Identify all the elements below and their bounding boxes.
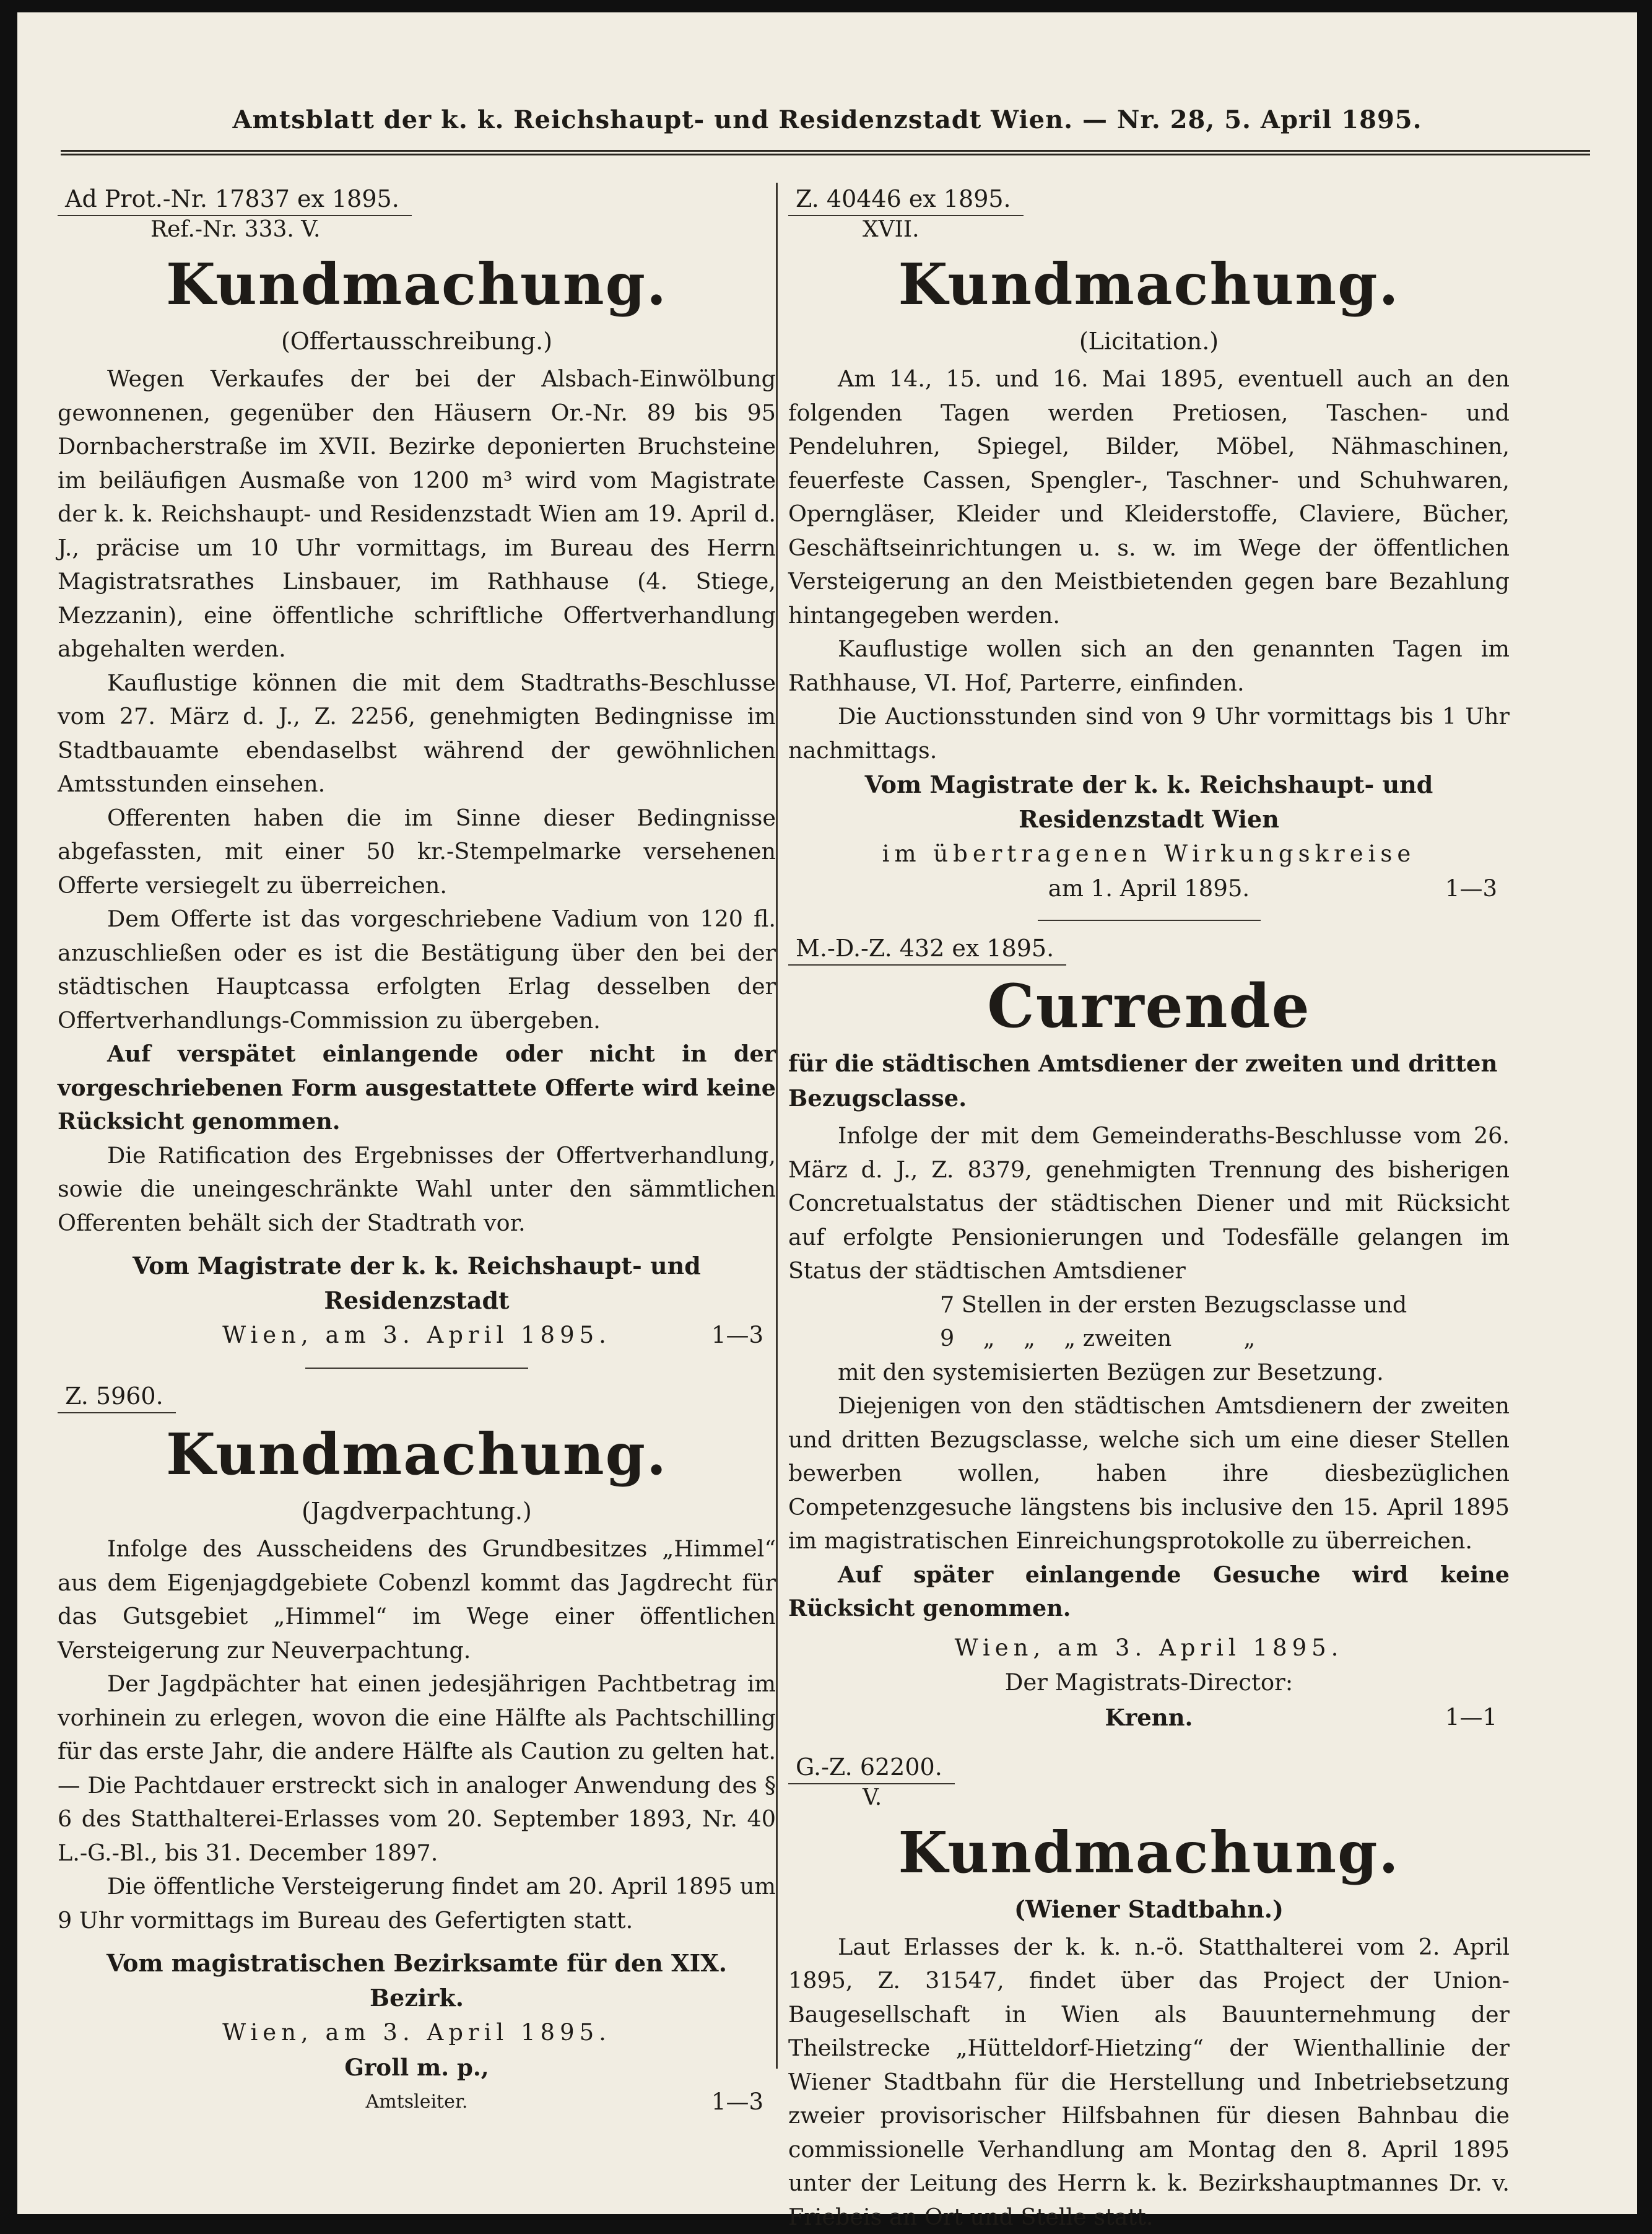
- page-header: Amtsblatt der k. k. Reichshaupt- und Residenzstadt Wien. — Nr. 28, 5. April 1895.: [17, 105, 1637, 134]
- place-date: Wien, am 3. April 1895.: [788, 1631, 1510, 1665]
- paragraph: Kauflustige wollen sich an den genannten Tagen im Rathhause, VI. Hof, Parterre, einfinden.: [788, 632, 1510, 700]
- paragraph: Die Auctionsstunden sind von 9 Uhr vormittags bis 1 Uhr nachmittags.: [788, 700, 1510, 767]
- announcement-subtitle: (Jagdverpachtung.): [58, 1494, 776, 1529]
- paragraph-bold: Auf später einlangende Gesuche wird keine Rücksicht genommen.: [788, 1558, 1510, 1626]
- signer: Groll m. p.,: [58, 2050, 776, 2085]
- paragraph-bold: Auf verspätet einlangende oder nicht in der vorgeschriebenen Form ausgestattete Offerte wird keine Rücksicht genommen.: [58, 1037, 776, 1139]
- paragraph: Die öffentliche Versteigerung findet am 20. April 1895 um 9 Uhr vormittags im Bureau des Gefertigten statt.: [58, 1870, 776, 1937]
- announcement-title: Kundmachung.: [58, 247, 776, 321]
- announcement-subtitle: (Licitation.): [788, 324, 1510, 359]
- section-rule: [1038, 920, 1261, 921]
- place-date: am 1. April 1895.: [788, 871, 1510, 906]
- place-date-row: [788, 871, 1510, 906]
- reference-number: Ad Prot.-Nr. 17837 ex 1895.: [58, 183, 412, 216]
- signer-row: [788, 1700, 1510, 1735]
- paragraph: Der Jagdpächter hat einen jedesjährigen Pachtbetrag im vorhinein zu erlegen, wovon die eine Hälfte als Pachtschilling für das erste Jahr, die andere Hälfte als Caution zu gelten hat. — Die Pachtdauer erstreckt sich in analoger Anwendung des § 6 des Statthalterei-Erlasses vom 20. September 1893, Nr. 40 L.-G.-Bl., bis 31. December 1897.: [58, 1667, 776, 1870]
- announcement-stadtbahn: [788, 1751, 1510, 2234]
- paragraph: mit den systemisierten Bezügen zur Besetzung.: [788, 1356, 1510, 1390]
- reference-number: M.-D.-Z. 432 ex 1895.: [788, 932, 1066, 966]
- announcement-title: Kundmachung.: [788, 1815, 1510, 1890]
- left-column: [58, 183, 776, 2119]
- signature: Vom magistratischen Bezirksamte für den XIX. Bezirk.: [58, 1946, 776, 2015]
- list-line: 7 Stellen in der ersten Bezugsclasse und: [788, 1288, 1510, 1322]
- insertion-number: 1—1: [1445, 1700, 1497, 1735]
- place-date: Wien, am 3. April 1895.: [58, 1318, 776, 1353]
- paragraph: Infolge des Ausscheidens des Grundbesitzes „Himmel“ aus dem Eigenjagdgebiete Cobenzl kommt das Jagdrecht für das Gutsgebiet „Himmel“ im Wege einer öffentlichen Versteigerung zur Neuverpachtung.: [58, 1532, 776, 1667]
- insertion-number: 1—3: [711, 1318, 763, 1353]
- announcement-hunting: [58, 1380, 776, 2119]
- insertion-number: 1—3: [1445, 871, 1497, 906]
- place-date: Wien, am 3. April 1895.: [58, 2015, 776, 2050]
- paragraph: Dem Offerte ist das vorgeschriebene Vadium von 120 fl. anzuschließen oder es ist die Bestätigung über den bei der städtischen Hauptcassa erfolgten Erlag desselben der Offertverhandlungs-Commission zu übergeben.: [58, 902, 776, 1037]
- insertion-number: 1—3: [711, 2085, 763, 2119]
- right-column: [788, 183, 1510, 2234]
- newspaper-page: [17, 12, 1637, 2214]
- signer-title-row: [58, 2085, 776, 2119]
- paragraph: Offerenten haben die im Sinne dieser Bedingnisse abgefassten, mit einer 50 kr.-Stempelmarke versehenen Offerte versiegelt zu überreichen.: [58, 801, 776, 903]
- paragraph: Wegen Verkaufes der bei der Alsbach-Einwölbung gewonnenen, gegenüber den Häusern Or.-Nr. 89 bis 95 Dornbacherstraße im XVII. Bezirke deponierten Bruchsteine im beiläufigen Ausmaße von 1200 m³ wird vom Magistrate der k. k. Reichshaupt- und Residenzstadt Wien am 19. April d. J., präcise um 10 Uhr vormittags, im Bureau des Herrn Magistratsrathes Linsbauer, im Rathhause (4. Stiege, Mezzanin), eine öffentliche schriftliche Offertverhandlung abgehalten werden.: [58, 362, 776, 666]
- announcement-subtitle: für die städtischen Amtsdiener der zweiten und dritten Bezugsclasse.: [788, 1046, 1510, 1115]
- column-divider: [776, 183, 778, 2069]
- paragraph: Diejenigen von den städtischen Amtsdienern der zweiten und dritten Bezugsclasse, welche sich um eine dieser Stellen bewerben wollen, haben ihre diesbezüglichen Competenzgesuche längstens bis inclusive den 15. April 1895 im magistratischen Einreichungsprotokolle zu überreichen.: [788, 1389, 1510, 1558]
- announcement-offer: [58, 183, 776, 1369]
- reference-number: G.-Z. 62200.: [788, 1751, 955, 1784]
- director-label: Der Magistrats-Director:: [788, 1665, 1510, 1700]
- signer-title: Amtsleiter.: [58, 2085, 776, 2119]
- signature: Vom Magistrate der k. k. Reichshaupt- und Residenzstadt Wien: [788, 767, 1510, 837]
- section-rule: [305, 1368, 528, 1369]
- reference-sub: XVII.: [788, 216, 1510, 243]
- reference-sub: Ref.-Nr. 333. V.: [58, 216, 776, 243]
- announcement-title: Kundmachung.: [58, 1417, 776, 1491]
- signer: Krenn.: [788, 1700, 1510, 1735]
- announcement-subtitle: (Offertausschreibung.): [58, 324, 776, 359]
- announcement-auction: [788, 183, 1510, 921]
- reference-number: Z. 5960.: [58, 1380, 176, 1413]
- announcement-currende: [788, 932, 1510, 1735]
- header-rule-double: [61, 154, 1590, 155]
- header-rule: [61, 150, 1590, 152]
- paragraph: Infolge der mit dem Gemeinderaths-Beschlusse vom 26. März d. J., Z. 8379, genehmigten Trennung des bisherigen Concretualstatus der städtischen Diener und mit Rücksicht auf erfolgte Pensionierungen und Todesfälle gelangen im Status der städtischen Amtsdiener: [788, 1119, 1510, 1288]
- paragraph: Die Ratification des Ergebnisses der Offertverhandlung, sowie die uneingeschränkte Wahl unter den sämmtlichen Offerenten behält sich der Stadtrath vor.: [58, 1139, 776, 1241]
- announcement-subtitle: (Wiener Stadtbahn.): [788, 1892, 1510, 1927]
- paragraph: Laut Erlasses der k. k. n.-ö. Statthalterei vom 2. April 1895, Z. 31547, findet über das Project der Union-Baugesellschaft in Wien als Bauunternehmung der Theilstrecke „Hütteldorf-Hietzing“ der Wienthallinie der Wiener Stadtbahn für die Herstellung und Inbetriebsetzung zweier provisorischer Hilfsbahnen für diesen Bahnbau die commissionelle Verhandlung am Montag den 8. April 1895 unter der Leitung des Herrn k. k. Bezirkshauptmannes Dr. v. Friebeis an Ort und Stelle statt.: [788, 1931, 1510, 2234]
- signature: Vom Magistrate der k. k. Reichshaupt- und Residenzstadt: [58, 1249, 776, 1318]
- reference-number: Z. 40446 ex 1895.: [788, 183, 1024, 216]
- list-line: 9 „ „ „ zweiten „: [788, 1322, 1510, 1356]
- announcement-title: Currende: [788, 969, 1510, 1044]
- place-date-row: [58, 1318, 776, 1353]
- reference-sub: V.: [788, 1784, 1510, 1812]
- paragraph: Kauflustige können die mit dem Stadtraths-Beschlusse vom 27. März d. J., Z. 2256, genehmigten Bedingnisse im Stadtbauamte ebendaselbst während der gewöhnlichen Amtsstunden einsehen.: [58, 666, 776, 801]
- signature-line2: im übertragenen Wirkungskreise: [788, 837, 1510, 871]
- paragraph: Am 14., 15. und 16. Mai 1895, eventuell auch an den folgenden Tagen werden Pretiosen, Taschen- und Pendeluhren, Spiegel, Bilder, Möbel, Nähmaschinen, feuerfeste Cassen, Spengler-, Taschner- und Schuhwaren, Operngläser, Kleider und Kleiderstoffe, Claviere, Bücher, Geschäftseinrichtungen u. s. w. im Wege der öffentlichen Versteigerung an den Meistbietenden gegen bare Bezahlung hintangegeben werden.: [788, 362, 1510, 632]
- announcement-title: Kundmachung.: [788, 247, 1510, 321]
